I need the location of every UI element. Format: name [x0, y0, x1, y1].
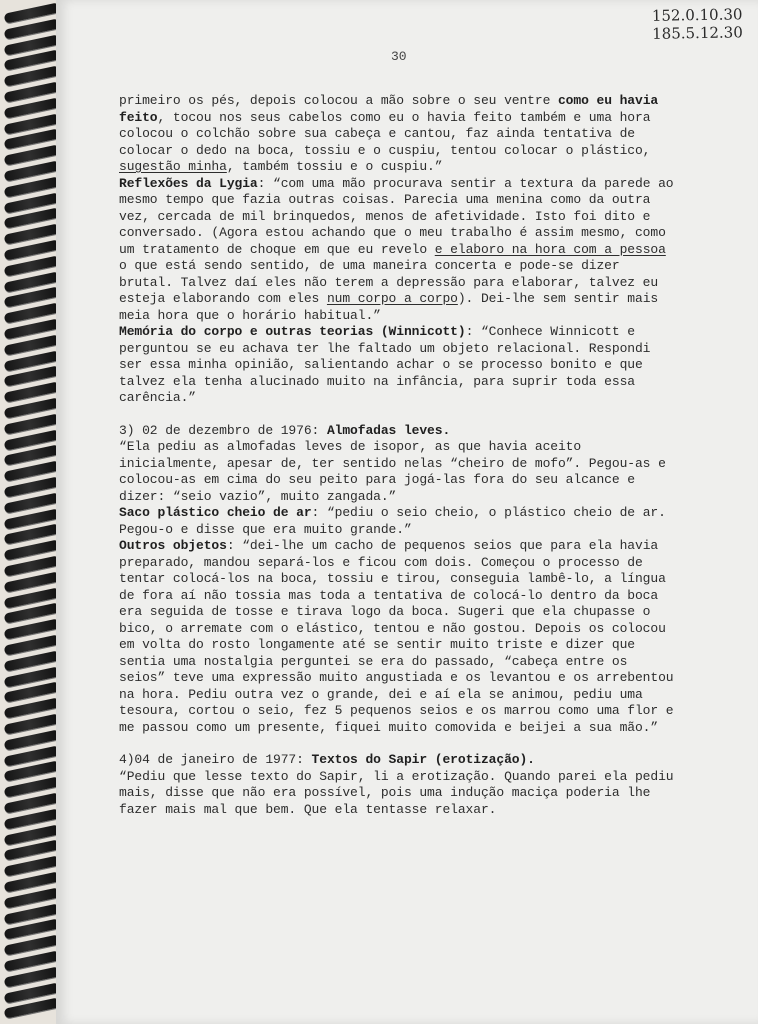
handwritten-note	[652, 5, 753, 43]
paragraph-6	[119, 505, 679, 538]
document-page	[56, 0, 758, 1024]
p2-text-e: ). Dei-lhe sem sentir mais meia hora que o horário habitual.”	[119, 291, 659, 323]
p8-title: Textos do Sapir (erotização).	[311, 752, 535, 767]
paragraph-3	[119, 324, 679, 407]
p6-title: Saco plástico cheio de ar	[119, 505, 312, 520]
paragraph-1	[119, 93, 679, 176]
handwritten-line-2: 185.5.12.30	[652, 23, 743, 43]
paragraph-7	[119, 538, 679, 736]
paragraph-9	[119, 769, 679, 819]
paragraph-8	[119, 752, 679, 769]
paragraph-2	[119, 176, 679, 325]
p7-title: Outros objetos	[119, 538, 227, 553]
paragraph-gap-2	[119, 736, 679, 752]
p1-text-a: primeiro os pés, depois colocou a mão sobre o seu ventre	[119, 93, 558, 108]
spiral-binding	[0, 0, 62, 1024]
p2-title: Reflexões da Lygia	[119, 175, 258, 191]
p3-text: : “Conhece Winnicott e perguntou se eu achava ter lhe faltado um objeto relacional. Respondi ser essa minha opinião, salientando achar o se processo bonito e que talvez ela tenha alucinado muito na infância, para suprir toda essa carência.”	[119, 324, 651, 405]
p2-underline-1: e elaboro na hora com a pessoa	[434, 241, 666, 257]
p7-text: : “dei-lhe um cacho de pequenos seios que para ela havia preparado, mandou separá-los e ficou com dois. Começou o processo de tentar colocá-los na boca, tossiu e tirou, conseguia lambê-lo, a língua de fora aí não tossia mas toda a tentativa de colocá-lo dentro da boca era seguida de tosse e tirava logo da boca. Sugeri que ela chupasse o bico, o arremate com o elástico, tentou e não gostou. Depois os colocou em volta do rosto longamente até se sentir muito triste e dizer que sentia uma nostalgia perguntei se era do passado, “cabeça entre os seios” teve uma expressão muito angustiada e os levantou e os arrebentou na hora. Pediu outra vez o grande, dei e aí ela se animou, pediu uma tesoura, cortou o seio, fez 5 pequenos seios e os marrou como uma flor e me passou como um presente, fiquei muito comovida e beijei a sua mão.”	[119, 538, 674, 735]
p8-text: 4)04 de janeiro de 1977:	[119, 752, 312, 767]
p2-text-c: o que está sendo sentido, de uma maneira concerta e pode-se dizer brutal. Talvez daí eles não terem a depressão para elaborar, talvez eu esteja elaborando com eles	[119, 258, 659, 306]
p1-text-c: , tocou nos seus cabelos como eu o havia feito também e uma hora colocou o colchão sobre sua cabeça e cantou, faz ainda tentativa de colocar o dedo na boca, tossiu e o cuspiu, tentou colocar o plástico,	[119, 109, 651, 158]
paragraph-gap	[119, 407, 679, 423]
p2-text-a: : “com uma mão procurava sentir a textura da parede ao mesmo tempo que fazia outras coisas. Parecia uma menina como da outra vez, cercada de mil brinquedos, menos de afetividade. Isto foi dito e conversado. (Agora estou achando que o meu trabalho é assim mesmo, como um tratamento de choque em que eu revelo	[119, 175, 674, 257]
p4-title: Almofadas leves.	[326, 422, 451, 438]
p4-text: 3) 02 de dezembro de 1976:	[119, 422, 327, 438]
p2-underline-2: num corpo a corpo	[326, 291, 458, 306]
p1-bold: como eu havia feito	[119, 93, 659, 125]
p1-underline: sugestão minha	[119, 159, 227, 174]
handwritten-line-1: 152.0.10.30	[651, 5, 743, 25]
p6-text: : “pediu o seio cheio, o plástico cheio de ar. Pegou-o e disse que era muito grande.”	[119, 505, 666, 537]
p3-title: Memória do corpo e outras teorias (Winnicott)	[119, 324, 466, 339]
p5-text: “Ela pediu as almofadas leves de isopor, as que havia aceito inicialmente, apesar de, ter sentido nelas “cheiro de mofo”. Pegou-as e colocou-as em cima do seu peito para jogá-las fora do seu alcance e dizer: “seio vazio”, muito zangada.”	[119, 439, 666, 504]
page-number: 30	[391, 49, 407, 64]
paragraph-4	[119, 423, 679, 440]
p9-text: “Pediu que lesse texto do Sapir, li a erotização. Quando parei ela pediu mais, disse que não era possível, pois uma indução maciça poderia lhe fazer mais mal que bem. Que ela tentasse relaxar.	[119, 768, 674, 817]
paragraph-5	[119, 439, 679, 505]
document-text	[119, 93, 679, 818]
p1-text-e: , também tossiu e o cuspiu.”	[226, 159, 443, 174]
